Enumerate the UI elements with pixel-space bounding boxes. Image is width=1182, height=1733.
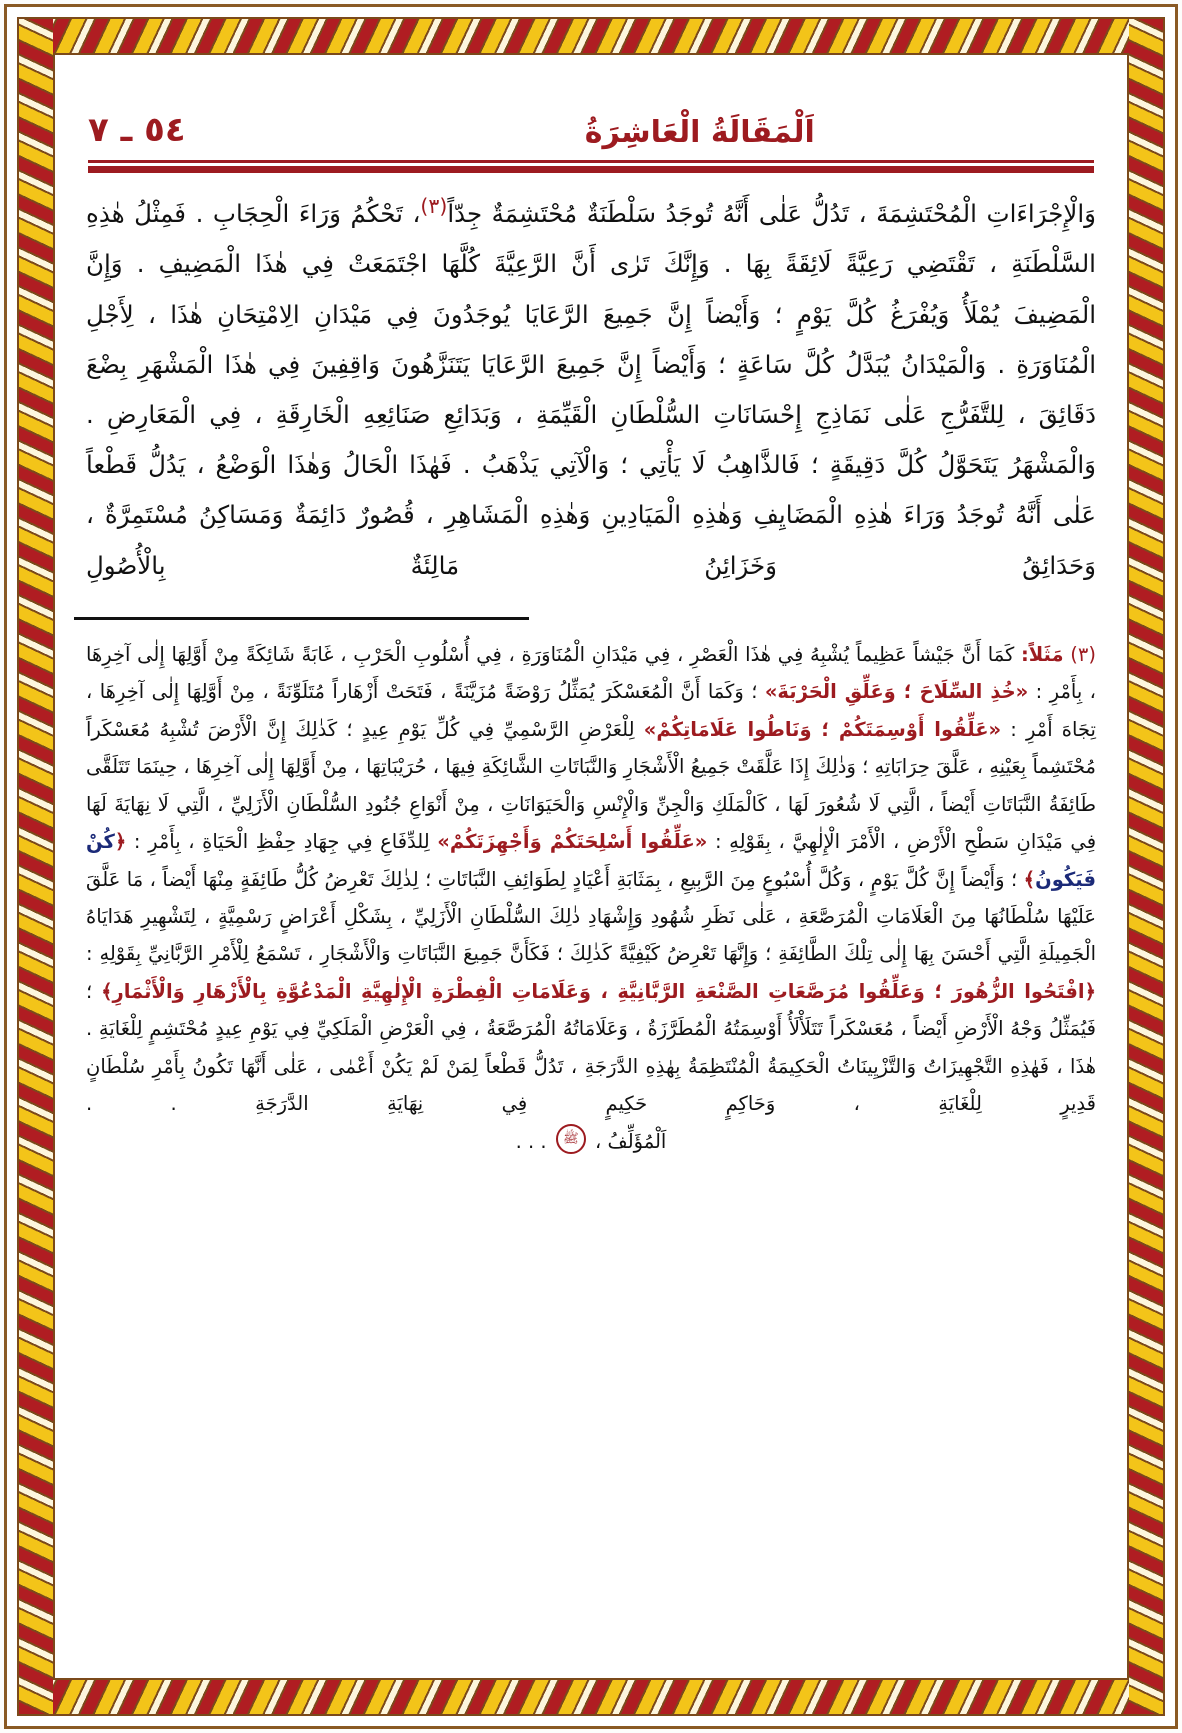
page-content-area [56, 56, 1126, 1677]
ornamental-border-bottom [19, 1680, 1163, 1714]
quran-bracket-close-icon: ﴾ [1023, 867, 1036, 891]
ornamental-border-right [1129, 19, 1163, 1714]
quran-bracket-open-icon: ﴿ [114, 830, 127, 854]
footnote-segment-3: لِلْعَرْضِ الرَّسْمِيِّ فِي كُلِّ يَوْمِ عِيدٍ ؛ كَذٰلِكَ إِنَّ الْأَرْضَ تُشْبِهُ مُعَسْكَراً مُحْتَشِماً بِعَيْنِهِ ، عَلَّقَ حِرَابَاتِهِ ؛ وَذٰلِكَ إِذَا عَلَّقَتْ جَمِيعُ الْأَشْجَارِ وَالنَّبَاتَاتِ الشَّائِكَةِ فِيهَا ، حُرَيْبَاتِهَا ، مِنْ أَوَّلِهَا إِلٰى آخِرِهَا ، حِينَمَا تَتَلَقَّى طَائِفَةُ النَّبَاتَاتِ أَيْضاً ، الَّتِي لَا شُعُورَ لَهَا ، كَالْمَلَكِ وَالْجِنِّ وَالْإِنْسِ وَالْحَيَوَانَاتِ ، مِنْ أَنْوَاعِ جُنُودِ السُّلْطَانِ الْأَزَلِيِّ ، الَّتِي لَا نِهَايَةَ لَهَا فِي مَيْدَانِ سَطْحِ الْأَرْضِ ، الْأَمْرَ الْإِلٰهِيَّ ، بِقَوْلِهِ : [86, 717, 1097, 854]
footnote-segment-1: كَمَا أَنَّ جَيْشاً عَظِيماً يُشْبِهُ فِي هٰذَا الْعَصْرِ ، فِي مَيْدَانِ الْمُنَاوَرَةِ ، فِي أُسْلُوبِ الْحَرْبِ ، غَابَةً شَائِكَةً مِنْ أَوَّلِهَا إِلٰى آخِرِهَا ، بِأَمْرِ : [86, 642, 1096, 704]
footnote-segment-5: ؛ وَأَيْضاً إِنَّ كُلَّ يَوْمٍ ، وَكُلَّ أُسْبُوعٍ مِنَ الرَّبِيعِ ، بِمَثَابَةِ أَعْيَادٍ لِطَوَائِفِ النَّبَاتَاتِ ؛ لِذٰلِكَ تَعْرِضُ كُلُّ طَائِفَةٍ مِنْهَا أَيْضاً ، مَا عَلَّقَ عَلَيْهَا سُلْطَانُهَا مِنَ الْعَلَامَاتِ الْمُرَصَّعَةِ ، عَلٰى نَظَرِ شُهُودِ وَإِشْهَادِ ذٰلِكَ السُّلْطَانِ الْأَزَلِيِّ ، بِشَكْلِ أَعْرَاضٍ رَسْمِيَّةٍ ، لِتَشْهِيرِ هَدَايَاهُ الْجَمِيلَةِ الَّتِي أَحْسَنَ بِهَا إِلٰى تِلْكَ الطَّائِفَةِ ؛ وَإِنَّهَا تَعْرِضُ كَيْفِيَّةً كَذٰلِكَ ؛ فَكَأَنَّ جَمِيعَ النَّبَاتَاتِ وَالْأَشْجَارِ ، تَسْمَعُ لِلْأَمْرِ الرَّبَّانِيِّ بِقَوْلِهِ : [86, 867, 1096, 966]
main-paragraph-lead: وَالْإِجْرَاءَاتِ الْمُحْتَشِمَةَ ، تَدُلُّ عَلٰى أَنَّهُ تُوجَدُ سَلْطَنَةٌ مُحْتَشِمَةٌ جِدّاً [447, 199, 1096, 229]
ornamental-border-top [19, 19, 1163, 53]
author-signature: اَلْمُؤَلِّفُ ، [588, 1129, 667, 1153]
footnote-quote-3: «عَلِّقُوا أَسْلِحَتَكُمْ وَأَجْهِزَتَكُمْ» [437, 830, 708, 854]
seal-radiallahu-anhu-icon [556, 1124, 586, 1154]
footnote-quote-2: «عَلِّقُوا أَوْسِمَتَكُمْ ؛ وَنَاطُوا عَلَامَاتِكُمْ» [643, 717, 1002, 741]
page-header [74, 72, 1108, 150]
footnote-marker-inline[interactable]: (٣) [420, 194, 448, 218]
main-body-text [86, 186, 1096, 591]
header-divider [88, 160, 1094, 172]
footnote-quote-1: «خُذِ السِّلَاحَ ؛ وَعَلِّقِ الْحَرْبَةَ» [764, 680, 1029, 704]
footnote-ellipsis: . . . [515, 1129, 553, 1153]
main-paragraph-rest: ، تَحْكُمُ وَرَاءَ الْحِجَابِ . فَمِثْلُ هٰذِهِ السَّلْطَنَةِ ، تَقْتَضِي رَعِيَّةً لَائِقَةً بِهَا . وَإِنَّكَ تَرٰى أَنَّ الرَّعِيَّةَ كُلَّهَا اجْتَمَعَتْ فِي هٰذَا الْمَضِيفِ . وَإِنَّ الْمَضِيفَ يُمْلَأُ وَيُفْرَغُ كُلَّ يَوْمٍ ؛ وَأَيْضاً إِنَّ جَمِيعَ الرَّعَايَا يُوجَدُونَ فِي مَيْدَانِ الِامْتِحَانِ هٰذَا ، لِأَجْلِ الْمُنَاوَرَةِ . وَالْمَيْدَانُ يُبَدَّلُ كُلَّ سَاعَةٍ ؛ وَأَيْضاً إِنَّ جَمِيعَ الرَّعَايَا يَتَنَزَّهُونَ وَاقِفِينَ فِي هٰذَا الْمَشْهَرِ بِضْعَ دَقَائِقَ ، لِلتَّفَرُّجِ عَلٰى نَمَاذِجِ إِحْسَانَاتِ السُّلْطَانِ الْقَيِّمَةِ ، وَبَدَائِعِ صَنَائِعِهِ الْخَارِقَةِ ، فِي الْمَعَارِضِ . وَالْمَشْهَرُ يَتَحَوَّلُ كُلَّ دَقِيقَةٍ ؛ فَالذَّاهِبُ لَا يَأْتِي ؛ وَالْآتِي يَذْهَبُ . فَهٰذَا الْحَالُ وَهٰذَا الْوَضْعُ ، يَدُلُّ قَطْعاً عَلٰى أَنَّهُ تُوجَدُ وَرَاءَ هٰذِهِ الْمَضَايِفِ وَهٰذِهِ الْمَيَادِينِ وَهٰذِهِ الْمَشَاهِرِ ، قُصُورٌ دَائِمَةٌ وَمَسَاكِنُ مُسْتَمِرَّةٌ ، وَحَدَائِقُ وَخَزَائِنُ مَالِئَةٌ بِالْأُصُولِ [86, 199, 1096, 580]
footnote-marker: (٣) [1070, 642, 1096, 666]
footnote-segment-2: ؛ وَكَمَا أَنَّ الْمُعَسْكَرَ يُمَثِّلُ رَوْضَةً مُزَيَّنَةً ، فَتَحَتْ أَزْهَاراً مُتَلَوِّنَةً ، مِنْ أَوَّلِهَا إِلٰى آخِرِهَا ، تِجَاهَ أَمْرِ : [86, 680, 1096, 741]
footnote-paragraph [86, 636, 1096, 1123]
chapter-title: اَلْمَقَالَةُ الْعَاشِرَةُ [584, 115, 815, 150]
ornamental-border-left [19, 19, 53, 1714]
page-frame [4, 4, 1178, 1729]
footnote-lead-label: مَثَلاً: [1020, 642, 1064, 666]
footnote-separator [74, 617, 529, 620]
footnote-signature-line [86, 1123, 1096, 1160]
page-number: ٥٤ ـ ٧ [88, 110, 186, 150]
quran-verse-text: كُنْ فَيَكُونُ [86, 830, 1096, 891]
footnote-segment-6: ؛ فَيُمَثِّلُ وَجْهُ الْأَرْضِ أَيْضاً ، مُعَسْكَراً تَتَلَأْلَأُ أَوْسِمَتُهُ الْمُطَرَّزَةُ ، وَعَلَامَاتُهُ الْمُرَصَّعَةُ ، فِي الْعَرْضِ الْمَلَكِيِّ فِي يَوْمِ عِيدٍ مُحْتَشِمٍ لِلْغَايَةِ . هٰذَا ، فَهٰذِهِ التَّجْهِيزَاتُ وَالتَّزْيِينَاتُ الْحَكِيمَةُ الْمُنْتَظِمَةُ بِهٰذِهِ الدَّرَجَةِ ، تَدُلُّ قَطْعاً لِمَنْ لَمْ يَكُنْ أَعْمٰى ، عَلٰى أَنَّهَا تَكُونُ بِأَمْرِ سُلْطَانٍ قَدِيرٍ لِلْغَايَةِ ، وَحَاكِمٍ حَكِيمٍ فِي نِهَايَةِ الدَّرَجَةِ . . [86, 979, 1096, 1116]
main-paragraph [86, 186, 1096, 591]
footnote-quote-4: ﴿افْتَحُوا الزُّهُورَ ؛ وَعَلِّقُوا مُرَصَّعَاتِ الصَّنْعَةِ الرَّبَّانِيَّةِ ، وَعَلَامَاتِ الْفِطْرَةِ الْإِلٰهِيَّةِ الْمَدْعُوَّةِ بِالْأَزْهَارِ وَالْأَثْمَارِ﴾ [101, 979, 1096, 1003]
footnote-block [86, 636, 1096, 1160]
footnote-segment-4: لِلدِّفَاعِ فِي جِهَادِ حِفْظِ الْحَيَاةِ ، بِأَمْرِ : [126, 830, 438, 854]
